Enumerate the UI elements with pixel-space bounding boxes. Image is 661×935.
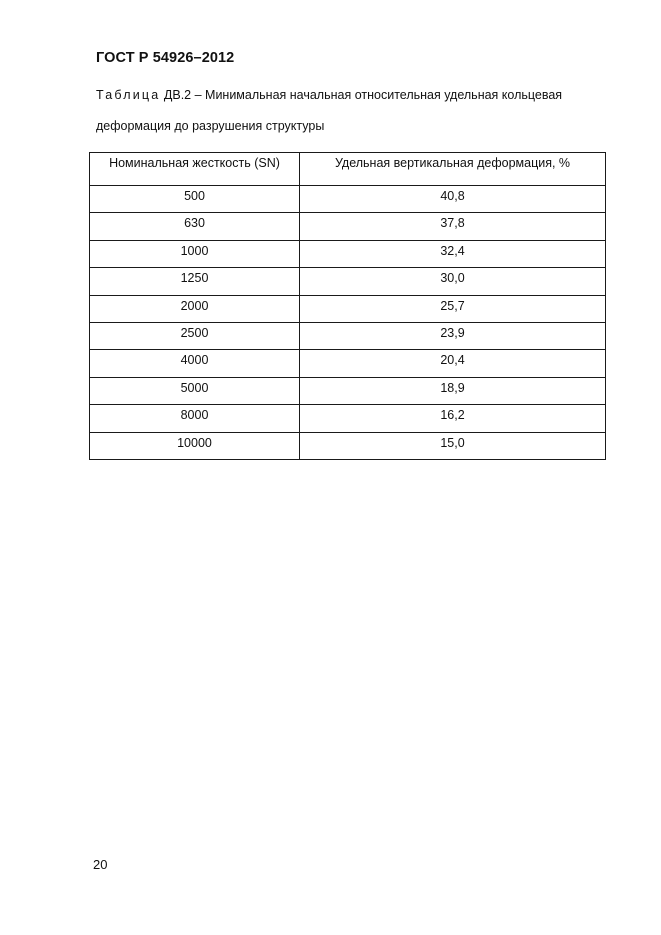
cell-deformation: 25,7	[300, 295, 606, 322]
table-caption	[96, 88, 562, 102]
cell-stiffness: 2000	[90, 295, 300, 322]
header-nominal-stiffness: Номинальная жесткость (SN)	[90, 153, 300, 186]
cell-stiffness: 1000	[90, 240, 300, 267]
cell-deformation: 30,0	[300, 268, 606, 295]
cell-stiffness: 5000	[90, 377, 300, 404]
cell-stiffness: 10000	[90, 432, 300, 459]
table-row	[90, 322, 606, 349]
cell-deformation: 40,8	[300, 186, 606, 213]
cell-stiffness: 2500	[90, 322, 300, 349]
cell-deformation: 23,9	[300, 322, 606, 349]
page-number: 20	[93, 857, 108, 872]
cell-deformation: 18,9	[300, 377, 606, 404]
table-row	[90, 186, 606, 213]
header-vertical-deformation: Удельная вертикальная деформация, %	[300, 153, 606, 186]
table-row	[90, 405, 606, 432]
table-header-row	[90, 153, 606, 186]
table-caption-title-line-1: ДВ.2 – Минимальная начальная относительная удельная кольцевая	[163, 88, 563, 102]
cell-stiffness: 4000	[90, 350, 300, 377]
table-caption-label: Таблица	[96, 88, 161, 102]
table-row	[90, 377, 606, 404]
cell-stiffness: 8000	[90, 405, 300, 432]
deformation-table	[89, 152, 606, 460]
table-row	[90, 268, 606, 295]
document-standard-id: ГОСТ Р 54926–2012	[96, 50, 235, 66]
table-caption-title-line-2: деформация до разрушения структуры	[96, 119, 325, 133]
table-row	[90, 295, 606, 322]
cell-stiffness: 500	[90, 186, 300, 213]
table-row	[90, 350, 606, 377]
cell-stiffness: 1250	[90, 268, 300, 295]
cell-deformation: 32,4	[300, 240, 606, 267]
table-row	[90, 240, 606, 267]
cell-stiffness: 630	[90, 213, 300, 240]
cell-deformation: 37,8	[300, 213, 606, 240]
table-row	[90, 213, 606, 240]
table-row	[90, 432, 606, 459]
cell-deformation: 20,4	[300, 350, 606, 377]
cell-deformation: 15,0	[300, 432, 606, 459]
cell-deformation: 16,2	[300, 405, 606, 432]
